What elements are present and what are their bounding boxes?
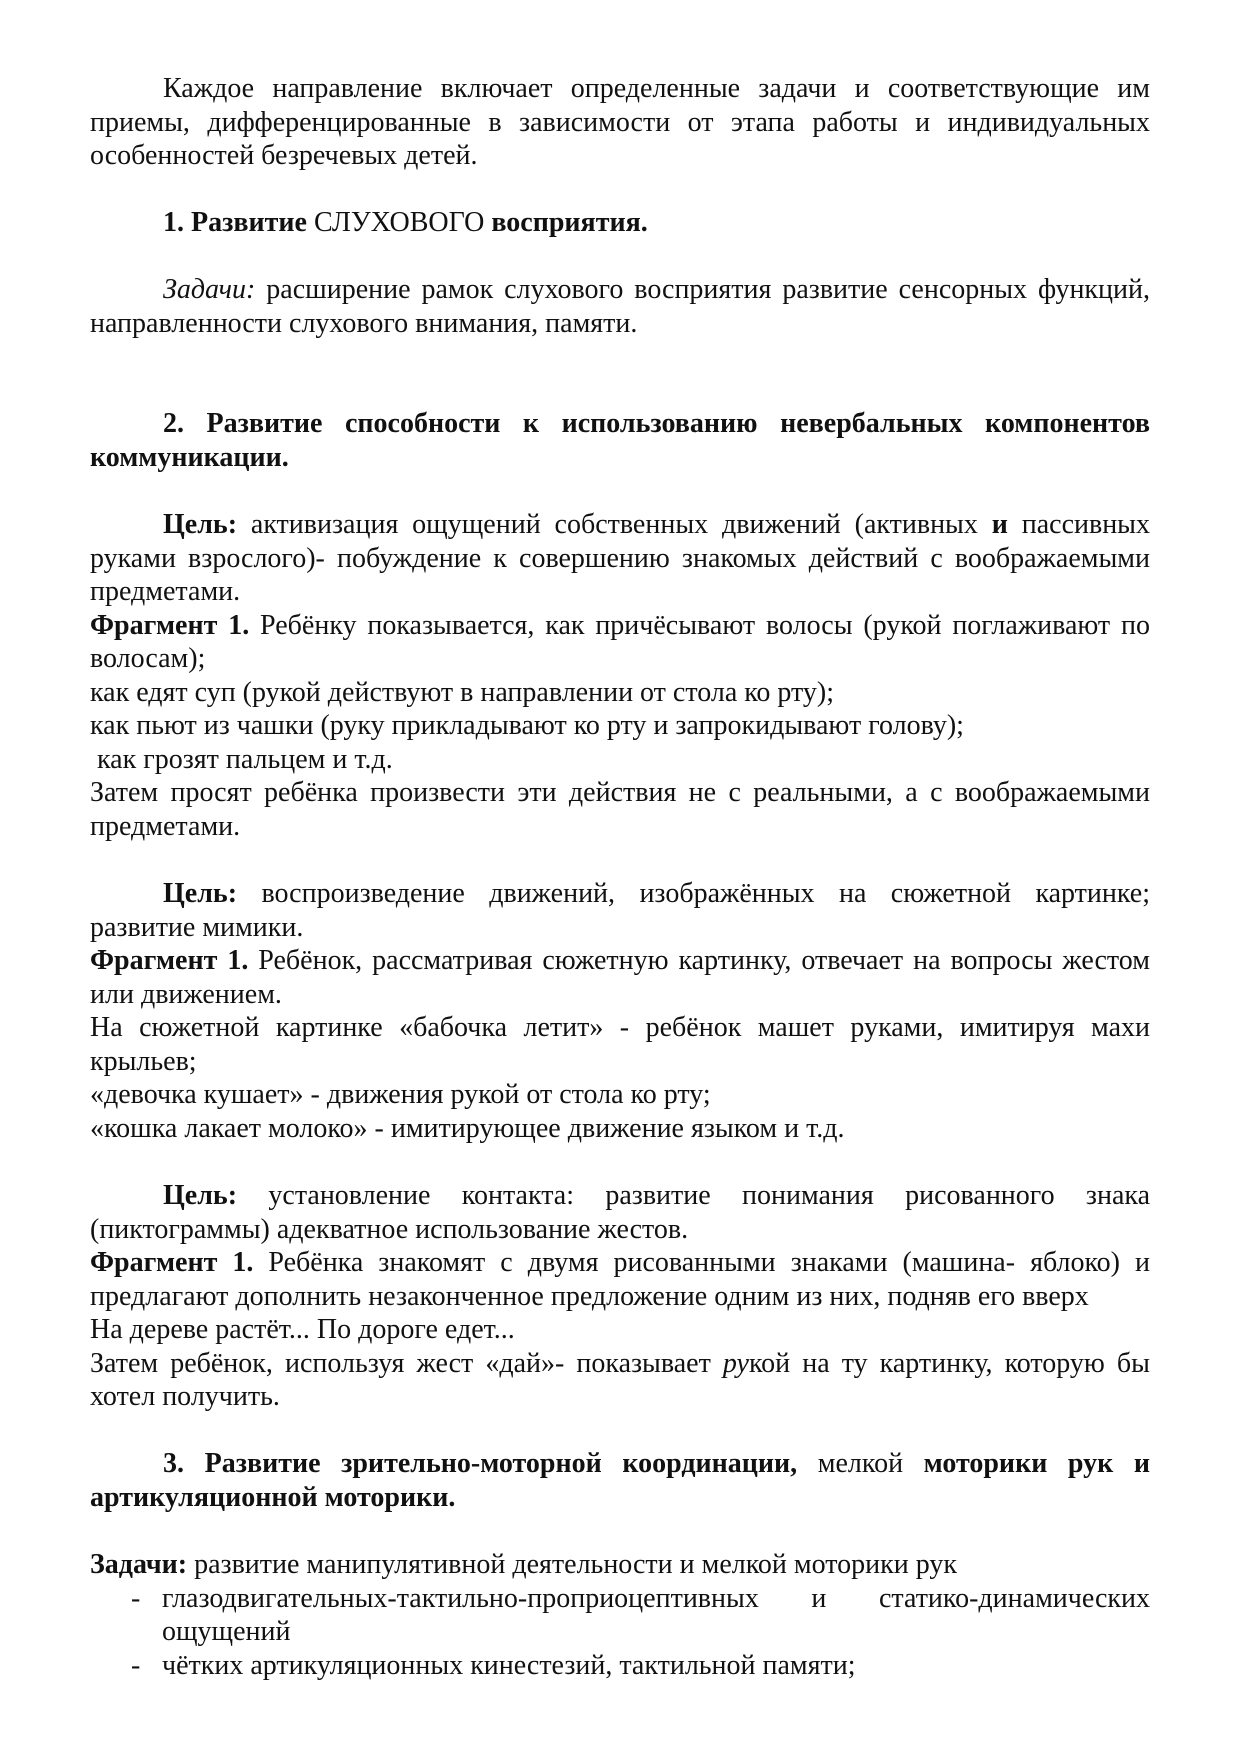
fragment-label: Фрагмент 1.	[90, 1247, 254, 1279]
goal-3	[90, 1179, 1150, 1246]
fragment-line: «девочка кушает» - движения рукой от стола ко рту;	[90, 1079, 711, 1111]
spacer	[90, 374, 1150, 408]
tasks-text: расширение рамок слухового восприятия развитие сенсорных функций, направленности слухового внимания, памяти.	[90, 274, 1150, 339]
spacer	[90, 1146, 1150, 1180]
goal-text: воспроизведение движений, изображённых на сюжетной картинке; развитие мимики.	[90, 878, 1150, 943]
spacer	[90, 1414, 1150, 1448]
spacer	[90, 240, 1150, 274]
fragment-text: кой на ту картинку, которую бы хотел получить.	[90, 1347, 1150, 1413]
goal-text: активизация ощущений собственных движений (активных	[237, 509, 992, 541]
heading-text: 1. Развитие	[163, 207, 314, 239]
section-1-heading	[90, 206, 1150, 240]
section-3-heading	[90, 1447, 1150, 1514]
spacer	[90, 340, 1150, 374]
goal-text: установление контакта: развитие понимания рисованного знака (пиктограммы) адекватное использование жестов.	[90, 1180, 1150, 1245]
fragment-line: как едят суп (рукой действуют в направлении от стола ко рту);	[90, 676, 835, 708]
fragment-text: Ребёнок, рассматривая сюжетную картинку, отвечает на вопросы жестом или движением.	[90, 945, 1150, 1010]
goal-text: пассивных руками взрослого)- побуждение к совершению знакомых действий с воображаемыми предметами.	[90, 509, 1150, 608]
tasks-label: Задачи:	[90, 1549, 188, 1581]
dash-bullet: -	[131, 1649, 141, 1681]
list-item	[90, 1582, 1150, 1649]
fragment-line: как грозят пальцем и т.д.	[90, 743, 393, 775]
fragment-text: ру	[722, 1347, 749, 1379]
intro-paragraph: Каждое направление включает определенные задачи и соответствующие им приемы, дифференцированные в зависимости от этапа работы и индивидуальных особенностей безречевых детей.	[90, 73, 1150, 172]
goal-label: Цель:	[163, 878, 238, 910]
spacer	[90, 844, 1150, 878]
fragment-line	[90, 1347, 1150, 1414]
dash-bullet: -	[131, 1582, 141, 1614]
section-2-heading: 2. Развитие способности к использованию невербальных компонентов коммуникации.	[90, 408, 1150, 474]
goal-text: и	[991, 509, 1008, 541]
tasks-text: развитие манипулятивной деятельности и мелкой моторики рук	[187, 1549, 957, 1581]
tasks-label: Задачи:	[163, 274, 256, 306]
fragment-1	[90, 609, 1150, 676]
heading-text: моторики рук и артикуляционной моторики.	[90, 1448, 1150, 1513]
fragment-line: как пьют из чашки (руку прикладывают ко рту и запрокидывают голову);	[90, 710, 964, 742]
fragment-label: Фрагмент 1.	[90, 945, 249, 977]
fragment-line: На дереве растёт... По дороге едет...	[90, 1314, 515, 1346]
heading-text: восприятия.	[484, 207, 648, 239]
fragment-text: Ребёнку показывается, как причёсывают волосы (рукой поглаживают по волосам);	[90, 609, 1150, 675]
goal-1	[90, 508, 1150, 609]
fragment-line: «кошка лакает молоко» - имитирующее движение языком и т.д.	[90, 1112, 845, 1144]
fragment-line: На сюжетной картинке «бабочка летит» - ребёнок машет руками, имитируя махи крыльев;	[90, 1012, 1150, 1077]
heading-text: 3. Развитие зрительно-моторной координации,	[163, 1448, 798, 1480]
list-item-text: чётких артикуляционных кинестезий, тактильной памяти;	[162, 1649, 856, 1681]
list-item	[90, 1649, 1150, 1683]
list-item-text: глазодвигательных-тактильно-проприоцептивных и статико-динамических ощущений	[162, 1582, 1150, 1648]
document-page	[90, 72, 1150, 1682]
fragment-text: Ребёнка знакомят с двумя рисованными знаками (машина- яблоко) и предлагают дополнить незаконченное предложение одним из них, подняв его вверх	[90, 1247, 1150, 1312]
fragment-1	[90, 944, 1150, 1011]
goal-2	[90, 877, 1150, 944]
fragment-text: Затем ребёнок, используя жест «дай»- показывает	[90, 1347, 723, 1379]
section-1-tasks	[90, 273, 1150, 340]
spacer	[90, 173, 1150, 207]
goal-label: Цель:	[163, 509, 238, 541]
spacer	[90, 475, 1150, 509]
goal-label: Цель:	[163, 1180, 238, 1212]
fragment-line: Затем просят ребёнка произвести эти действия не с реальными, а с воображаемыми предметами.	[90, 777, 1150, 843]
heading-text: СЛУХОВОГО	[313, 207, 485, 239]
section-3-tasks	[90, 1548, 1150, 1582]
fragment-1	[90, 1246, 1150, 1313]
spacer	[90, 1515, 1150, 1549]
fragment-label: Фрагмент 1.	[90, 609, 250, 641]
heading-text: мелкой	[797, 1448, 924, 1480]
